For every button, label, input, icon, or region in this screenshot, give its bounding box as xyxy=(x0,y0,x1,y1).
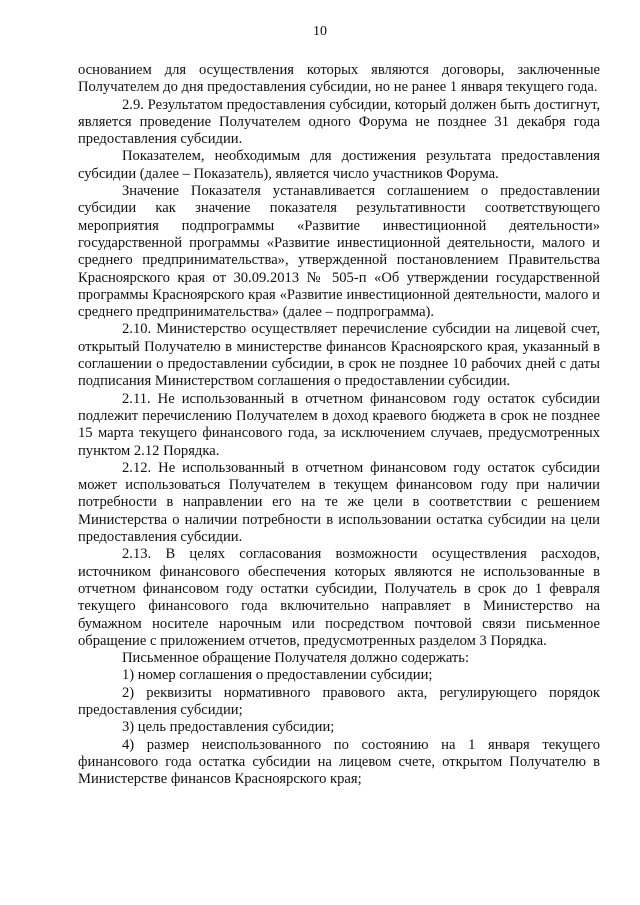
paragraph-indicator: Показателем, необходимым для достижения результата предоставления субсидии (далее – Показатель), является число участников Форума. xyxy=(78,148,600,182)
paragraph-2-9: 2.9. Результатом предоставления субсидии, который должен быть достигнут, является проведение Получателем одного Форума не позднее 31 декабря года предоставления субсидии. xyxy=(78,96,600,148)
document-body xyxy=(78,62,600,788)
paragraph-2-13: 2.13. В целях согласования возможности осуществления расходов, источником финансового обеспечения которых являются не использованные в отчетном финансовом году остатки субсидии, Получатель в срок до 1 февраля текущего финансового года включительно направляет в Министерство на бумажном носителе нарочным или посредством почтовой связи письменное обращение с приложением отчетов, предусмотренных разделом 3 Порядка. xyxy=(78,546,600,649)
paragraph-2-11: 2.11. Не использованный в отчетном финансовом году остаток субсидии подлежит перечислению Получателем в доход краевого бюджета в срок не позднее 15 марта текущего финансового года, за исключением случаев, предусмотренных пунктом 2.12 Порядка. xyxy=(78,390,600,459)
paragraph-request-contents: Письменное обращение Получателя должно содержать: xyxy=(122,650,470,667)
list-item-1: 1) номер соглашения о предоставлении субсидии; xyxy=(122,667,433,684)
list-item-3: 3) цель предоставления субсидии; xyxy=(122,719,335,736)
paragraph-continuation: основанием для осуществления которых являются договоры, заключенные Получателем до дня предоставления субсидии, но не ранее 1 января текущего года. xyxy=(78,62,600,96)
list-item-4: 4) размер неиспользованного по состоянию на 1 января текущего финансового года остатка субсидии на лицевом счете, открытом Получателю в Министерстве финансов Красноярского края; xyxy=(78,736,600,788)
page-number: 10 xyxy=(313,24,327,39)
paragraph-2-10: 2.10. Министерство осуществляет перечисление субсидии на лицевой счет, открытый Получателю в министерстве финансов Красноярского края, указанный в соглашении о предоставлении субсидии, в срок не позднее 10 рабочих дней с даты подписания Министерством соглашения о предоставлении субсидии. xyxy=(78,321,600,390)
paragraph-2-12: 2.12. Не использованный в отчетном финансовом году остаток субсидии может использоваться Получателем в текущем финансовом году при наличии потребности в направлении его на те же цели в соответствии с решением Министерства о наличии потребности в использовании остатка субсидии на цели предоставления субсидии. xyxy=(78,459,600,546)
list-item-2: 2) реквизиты нормативного правового акта, регулирующего порядок предоставления субсидии; xyxy=(78,684,600,718)
paragraph-indicator-value: Значение Показателя устанавливается соглашением о предоставлении субсидии как значение показателя результативности соответствующего мероприятия подпрограммы «Развитие инвестиционной деятельности» государственной программы «Развитие инвестиционной деятельности, малого и среднего предпринимательства», утвержденной постановлением Правительства Красноярского края от 30.09.2013 № 505-п «Об утверждении государственной программы Красноярского края «Развитие инвестиционной деятельности, малого и среднего предпринимательства» (далее – подпрограмма). xyxy=(78,183,600,321)
